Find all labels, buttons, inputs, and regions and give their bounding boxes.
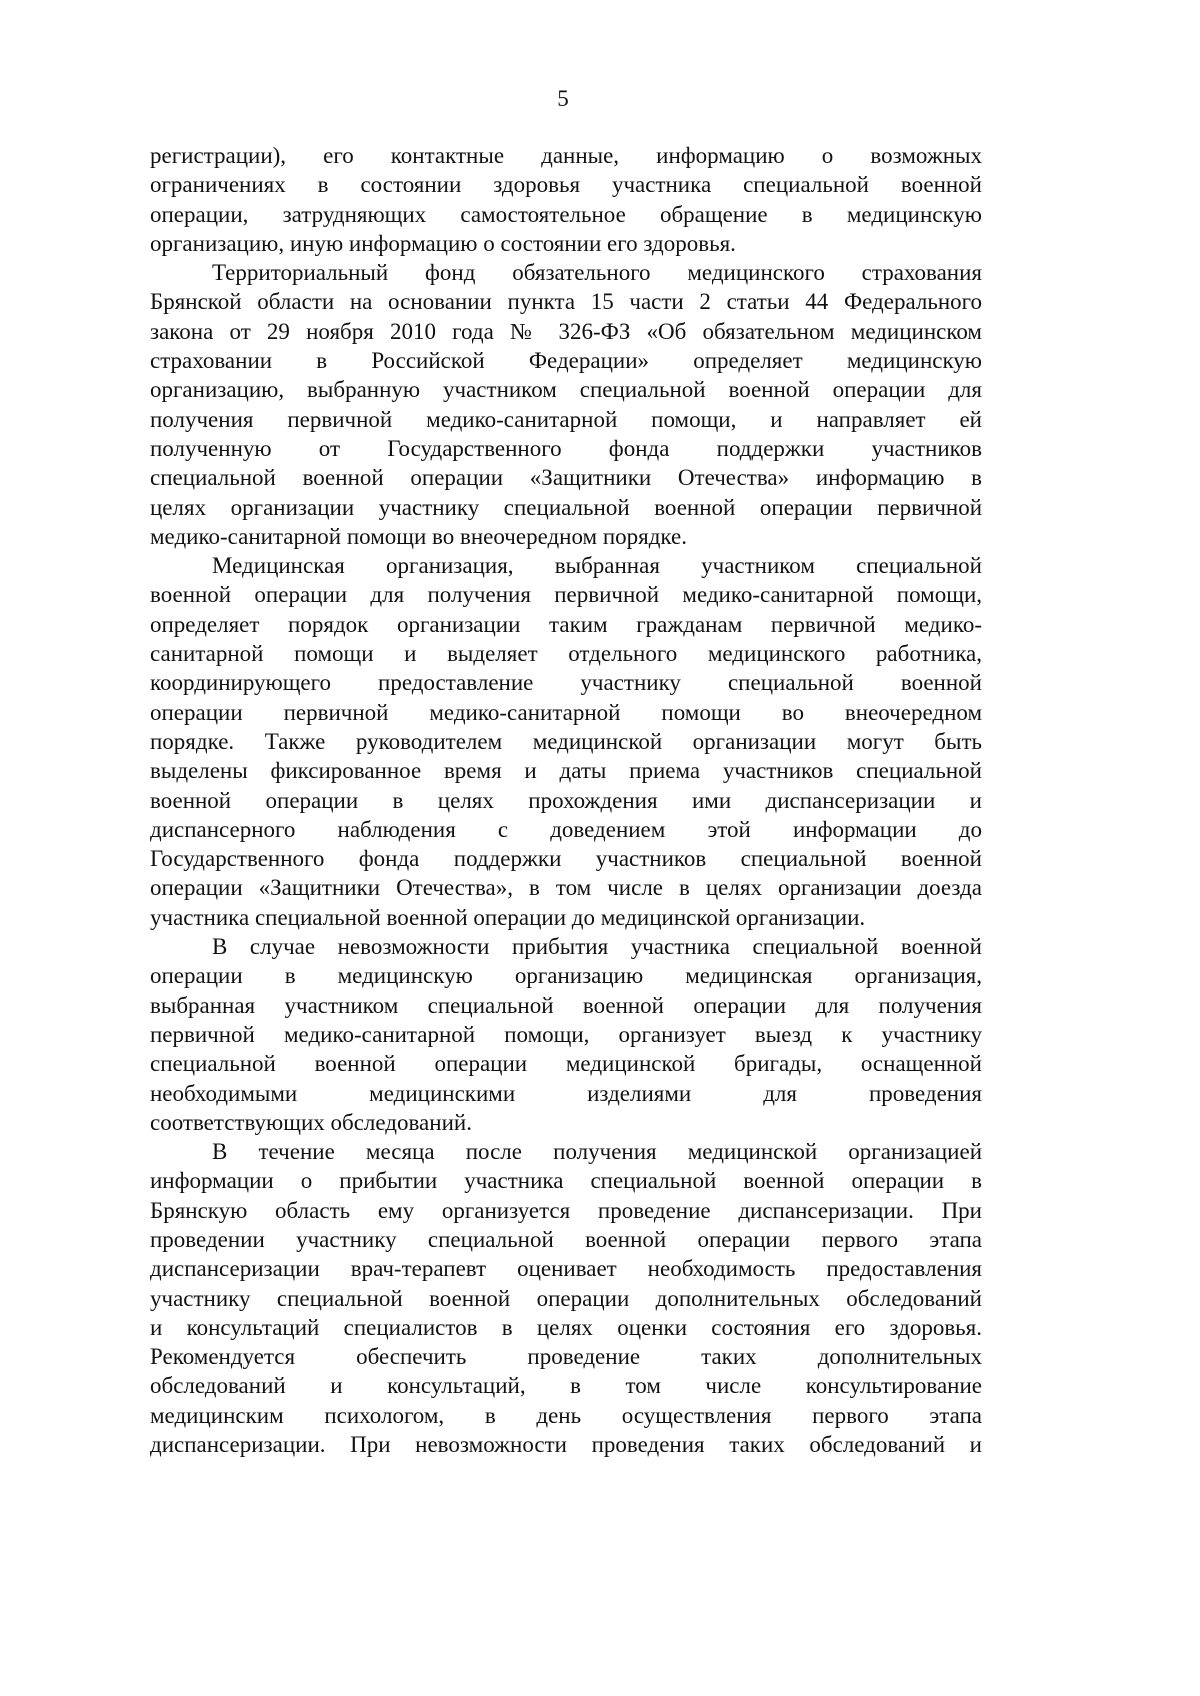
text-line: специальной военной операции медицинской бригады, оснащенной xyxy=(150,1051,982,1077)
text-line: информации о прибытии участника специальной военной операции в xyxy=(150,1168,982,1194)
text-line: медико-санитарной помощи во внеочередном порядке. xyxy=(150,523,687,549)
text-line: закона от 29 ноября 2010 года № 326-ФЗ «Об обязательном медицинском xyxy=(150,318,982,344)
text-line: ограничениях в состоянии здоровья участника специальной военной xyxy=(150,172,982,198)
text-line: обследований и консультаций, в том числе консультирование xyxy=(150,1373,982,1399)
page-number: 5 xyxy=(557,86,569,111)
text-line: участника специальной военной операции до медицинской организации. xyxy=(150,904,866,930)
text-line: проведении участнику специальной военной операции первого этапа xyxy=(150,1226,982,1252)
text-line: получения первичной медико-санитарной помощи, и направляет ей xyxy=(150,406,982,432)
text-line: организацию, выбранную участником специальной военной операции для xyxy=(150,377,982,403)
text-line: выделены фиксированное время и даты приема участников специальной xyxy=(150,758,982,784)
text-line: полученную от Государственного фонда поддержки участников xyxy=(150,435,982,461)
text-line: страховании в Российской Федерации» определяет медицинскую xyxy=(150,348,982,374)
text-line: и консультаций специалистов в целях оценки состояния его здоровья. xyxy=(150,1314,982,1340)
text-line: целях организации участнику специальной военной операции первичной xyxy=(150,494,982,520)
text-line: Брянскую область ему организуется проведение диспансеризации. При xyxy=(150,1197,982,1223)
text-line: организацию, иную информацию о состоянии его здоровья. xyxy=(150,230,736,256)
text-line: В течение месяца после получения медицинской организацией xyxy=(212,1139,982,1165)
paragraph xyxy=(150,141,982,258)
paragraph xyxy=(150,1137,982,1459)
text-line: Брянской области на основании пункта 15 части 2 статьи 44 Федерального xyxy=(150,289,982,315)
paragraph xyxy=(150,258,982,551)
text-line: диспансерного наблюдения с доведением этой информации до xyxy=(150,816,982,842)
text-line: порядке. Также руководителем медицинской организации могут быть xyxy=(150,728,982,754)
paragraph xyxy=(150,551,982,932)
text-line: операции, затрудняющих самостоятельное обращение в медицинскую xyxy=(150,201,982,227)
text-line: Рекомендуется обеспечить проведение таких дополнительных xyxy=(150,1344,982,1370)
text-line: военной операции в целях прохождения ими диспансеризации и xyxy=(150,787,982,813)
text-line: координирующего предоставление участнику специальной военной xyxy=(150,670,982,696)
text-line: В случае невозможности прибытия участника специальной военной xyxy=(212,934,982,960)
text-line: необходимыми медицинскими изделиями для проведения xyxy=(150,1080,982,1106)
text-line: операции в медицинскую организацию медицинская организация, xyxy=(150,963,982,989)
text-line: диспансеризации врач-терапевт оценивает необходимость предоставления xyxy=(150,1256,982,1282)
text-line: первичной медико-санитарной помощи, организует выезд к участнику xyxy=(150,1021,982,1047)
text-line: Территориальный фонд обязательного медицинского страхования xyxy=(212,260,982,286)
text-line: санитарной помощи и выделяет отдельного медицинского работника, xyxy=(150,641,982,667)
text-line: определяет порядок организации таким гражданам первичной медико- xyxy=(150,611,982,637)
text-line: специальной военной операции «Защитники Отечества» информацию в xyxy=(150,465,982,491)
text-line: Государственного фонда поддержки участников специальной военной xyxy=(150,846,982,872)
text-line: соответствующих обследований. xyxy=(150,1109,472,1135)
text-line: регистрации), его контактные данные, информацию о возможных xyxy=(150,143,982,168)
text-line: операции «Защитники Отечества», в том числе в целях организации доезда xyxy=(150,875,982,901)
text-line: диспансеризации. При невозможности проведения таких обследований и xyxy=(150,1432,982,1458)
text-line: выбранная участником специальной военной операции для получения xyxy=(150,992,982,1018)
text-line: военной операции для получения первичной медико-санитарной помощи, xyxy=(150,582,982,608)
text-line: Медицинская организация, выбранная участником специальной xyxy=(212,553,982,579)
document-body xyxy=(150,141,982,1459)
text-line: операции первичной медико-санитарной помощи во внеочередном xyxy=(150,699,982,725)
paragraph xyxy=(150,932,982,1137)
text-line: медицинским психологом, в день осуществления первого этапа xyxy=(150,1402,982,1428)
text-line: участнику специальной военной операции дополнительных обследований xyxy=(150,1285,982,1311)
